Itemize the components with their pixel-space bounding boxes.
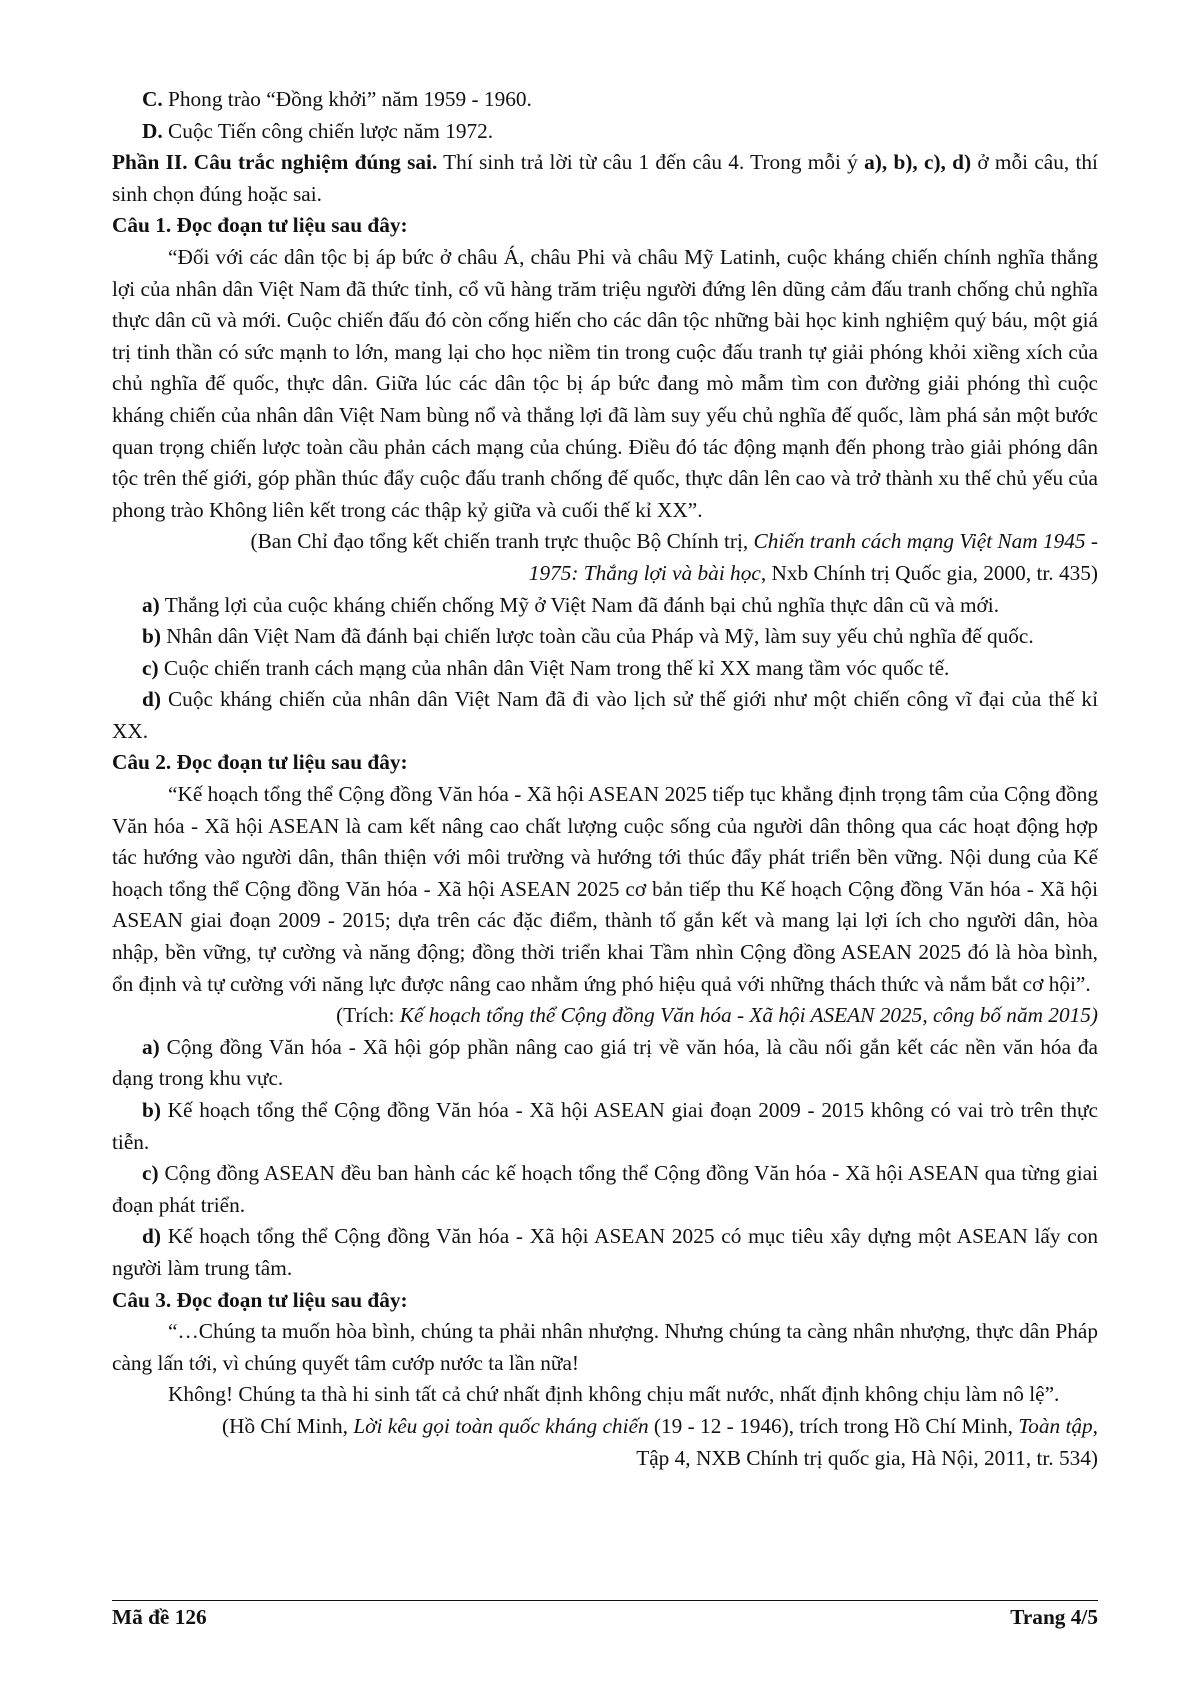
page-number: Trang 4/5 xyxy=(1010,1605,1098,1629)
part2-intro: Phần II. Câu trắc nghiệm đúng sai. Thí sinh trả lời từ câu 1 đến câu 4. Trong mỗi ý a), b), c), d) ở mỗi câu, thí sinh chọn đúng hoặc sai. xyxy=(112,150,1098,206)
q1-item-a: a) Thắng lợi của cuộc kháng chiến chống Mỹ ở Việt Nam đã đánh bại chủ nghĩa thực dân cũ và mới. xyxy=(142,592,1000,617)
q1-passage: “Đối với các dân tộc bị áp bức ở châu Á, châu Phi và châu Mỹ Latinh, cuộc kháng chiến chính nghĩa thắng lợi của nhân dân Việt Nam đã thức tỉnh, cổ vũ hàng trăm triệu người đứng lên dũng cảm đấu tranh chống chủ nghĩa thực dân cũ và mới. Cuộc chiến đấu đó còn cống hiến cho các dân tộc những bài học kinh nghiệm quý báu, một giá trị tinh thần có sức mạnh to lớn, mang lại cho học niềm tin trong cuộc đấu tranh tự giải phóng khỏi xiềng xích của chủ nghĩa đế quốc, thực dân. Giữa lúc các dân tộc bị áp bức đang mò mẫm tìm con đường giải phóng thì cuộc kháng chiến của nhân dân Việt Nam bùng nổ và thắng lợi đã làm suy yếu chủ nghĩa đế quốc, làm phá sản một bước quan trọng chiến lược toàn cầu phản cách mạng của chúng. Điều đó tác động mạnh đến phong trào giải phóng dân tộc trên thế giới, góp phần thúc đẩy cuộc đấu tranh chống đế quốc, thực dân lên cao và trở thành xu thế chủ yếu của phong trào Không liên kết trong các thập kỷ giữa và cuối thế kỉ XX”. xyxy=(112,244,1098,522)
q3-paragraph-1: “…Chúng ta muốn hòa bình, chúng ta phải nhân nhượng. Nhưng chúng ta càng nhân nhượng, thực dân Pháp càng lấn tới, vì chúng quyết tâm cướp nước ta lần nữa! xyxy=(112,1319,1098,1375)
q2-item-c: c) Cộng đồng ASEAN đều ban hành các kế hoạch tổng thể Cộng đồng Văn hóa - Xã hội ASEAN qua từng giai đoạn phát triển. xyxy=(112,1161,1098,1217)
exam-page xyxy=(112,84,1098,1474)
q2-source: (Trích: Kế hoạch tổng thể Cộng đồng Văn hóa - Xã hội ASEAN 2025, công bố năm 2015) xyxy=(336,1003,1098,1028)
option-d: D. Cuộc Tiến công chiến lược năm 1972. xyxy=(142,118,494,143)
q1-item-c: c) Cuộc chiến tranh cách mạng của nhân dân Việt Nam trong thế kỉ XX mang tầm vóc quốc tế. xyxy=(142,655,950,680)
q1-item-d: d) Cuộc kháng chiến của nhân dân Việt Nam đã đi vào lịch sử thế giới như một chiến công vĩ đại của thế kỉ XX. xyxy=(112,687,1098,743)
q2-heading: Câu 2. Đọc đoạn tư liệu sau đây: xyxy=(112,750,408,775)
q2-passage: “Kế hoạch tổng thể Cộng đồng Văn hóa - Xã hội ASEAN 2025 tiếp tục khẳng định trọng tâm của Cộng đồng Văn hóa - Xã hội ASEAN là cam kết nâng cao chất lượng cuộc sống của người dân thông qua các hoạt động hợp tác hướng vào người dân, thân thiện với môi trường và hướng tới thúc đẩy phát triển bền vững. Nội dung của Kế hoạch tổng thể Cộng đồng Văn hóa - Xã hội ASEAN 2025 cơ bản tiếp thu Kế hoạch Cộng đồng Văn hóa - Xã hội ASEAN giai đoạn 2009 - 2015; dựa trên các đặc điểm, thành tố gắn kết và mang lại lợi ích cho người dân, hòa nhập, bền vững, tự cường và năng động; đồng thời triển khai Tầm nhìn Cộng đồng ASEAN 2025 đó là hòa bình, ổn định và tự cường với năng lực được nâng cao nhằm ứng phó hiệu quả với những thách thức và nắm bắt cơ hội”. xyxy=(112,782,1099,996)
q1-heading: Câu 1. Đọc đoạn tư liệu sau đây: xyxy=(112,213,408,238)
exam-code: Mã đề 126 xyxy=(112,1605,207,1629)
q2-item-b: b) Kế hoạch tổng thể Cộng đồng Văn hóa - Xã hội ASEAN giai đoạn 2009 - 2015 không có vai trò trên thực tiễn. xyxy=(112,1098,1098,1154)
page-footer xyxy=(112,1600,1098,1630)
q3-source: (Hồ Chí Minh, Lời kêu gọi toàn quốc kháng chiến (19 - 12 - 1946), trích trong Hồ Chí Minh, Toàn tập, Tập 4, NXB Chính trị quốc gia, Hà Nội, 2011, tr. 534) xyxy=(221,1413,1098,1470)
q3-heading: Câu 3. Đọc đoạn tư liệu sau đây: xyxy=(112,1287,408,1312)
q2-item-a: a) Cộng đồng Văn hóa - Xã hội góp phần nâng cao giá trị về văn hóa, là cầu nối gắn kết các nền văn hóa đa dạng trong khu vực. xyxy=(112,1034,1098,1091)
q3-paragraph-2: Không! Chúng ta thà hi sinh tất cả chứ nhất định không chịu mất nước, nhất định không chịu làm nô lệ”. xyxy=(168,1382,1060,1407)
option-c: C. Phong trào “Đồng khởi” năm 1959 - 1960. xyxy=(142,87,532,111)
q1-item-b: b) Nhân dân Việt Nam đã đánh bại chiến lược toàn cầu của Pháp và Mỹ, làm suy yếu chủ nghĩa đế quốc. xyxy=(142,624,1034,649)
q1-source: (Ban Chỉ đạo tổng kết chiến tranh trực thuộc Bộ Chính trị, Chiến tranh cách mạng Việt Nam 1945 - 1975: Thắng lợi và bài học, Nxb Chính trị Quốc gia, 2000, tr. 435) xyxy=(250,529,1098,585)
q2-item-d: d) Kế hoạch tổng thể Cộng đồng Văn hóa - Xã hội ASEAN 2025 có mục tiêu xây dựng một ASEAN lấy con người làm trung tâm. xyxy=(112,1224,1098,1280)
